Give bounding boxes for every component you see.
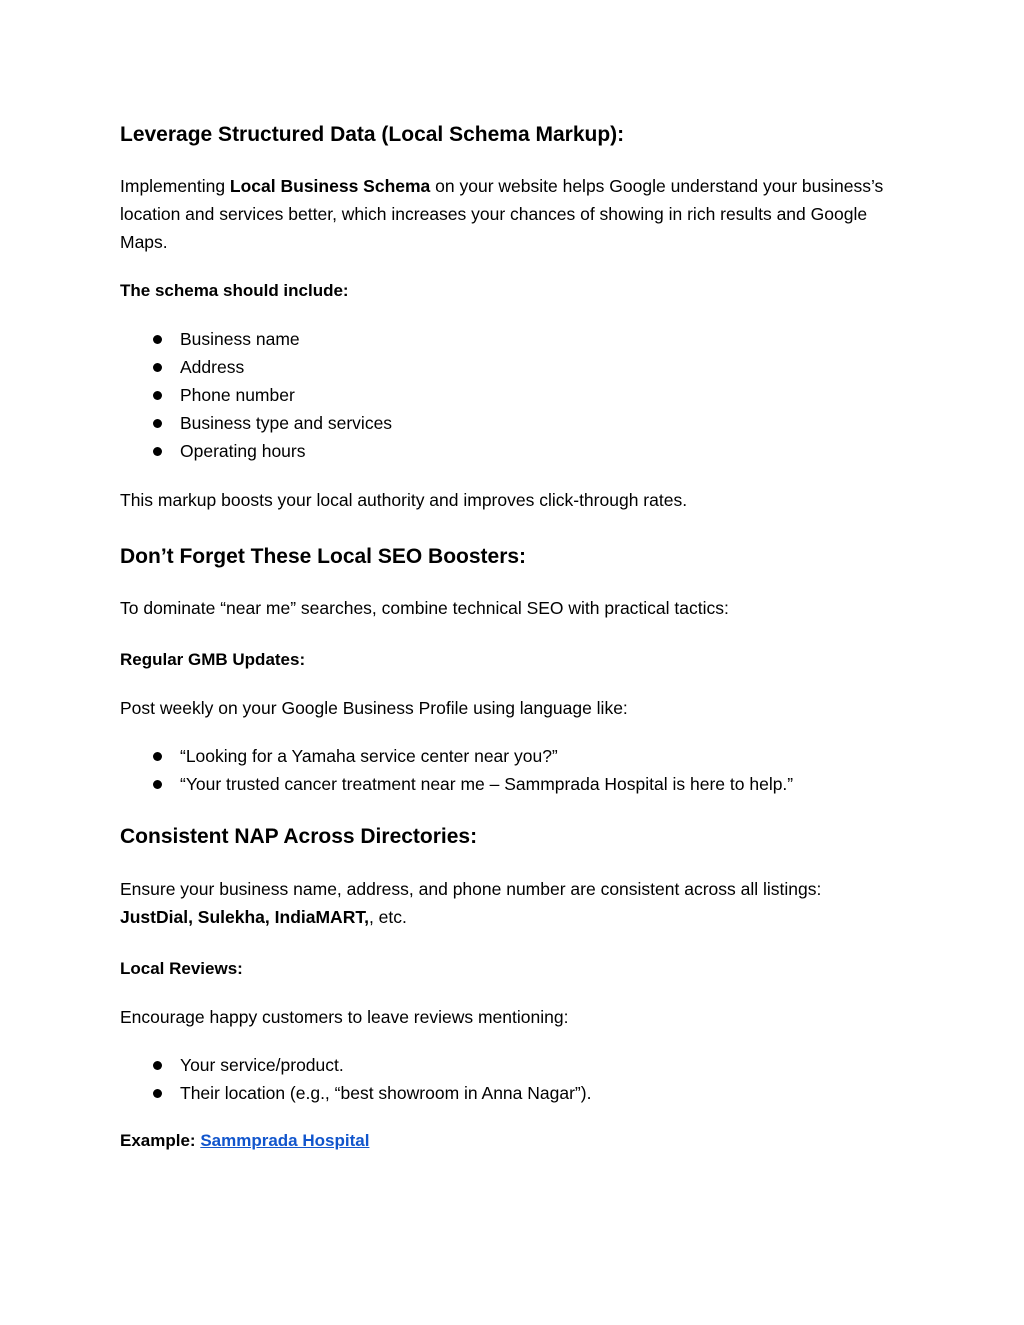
bullet-icon bbox=[153, 363, 162, 372]
boosters-intro-paragraph: To dominate “near me” searches, combine technical SEO with practical tactics: bbox=[120, 598, 729, 618]
section-heading-seo-boosters: Don’t Forget These Local SEO Boosters: bbox=[120, 545, 527, 568]
example-label: Example: bbox=[120, 1131, 201, 1150]
schema-closing-paragraph: This markup boosts your local authority and improves click-through rates. bbox=[120, 490, 688, 510]
section-heading-nap: Consistent NAP Across Directories: bbox=[120, 825, 478, 848]
example-link[interactable]: Sammprada Hospital bbox=[200, 1131, 370, 1150]
bullet-icon bbox=[153, 780, 162, 789]
list-item: “Your trusted cancer treatment near me – Sammprada Hospital is here to help.” bbox=[120, 770, 910, 798]
gmb-paragraph: Post weekly on your Google Business Profile using language like: bbox=[120, 698, 628, 718]
bullet-icon bbox=[153, 447, 162, 456]
reviews-list bbox=[120, 1051, 910, 1107]
reviews-subheading: Local Reviews: bbox=[120, 959, 243, 978]
schema-list bbox=[120, 325, 910, 465]
intro-bold-term: Local Business Schema bbox=[229, 176, 431, 196]
intro-text-tail: on your website helps Google understand your business’s location and services better, which increases your chances of showing in rich results and Google Maps. bbox=[120, 176, 884, 252]
section-heading-structured-data: Leverage Structured Data (Local Schema Markup): bbox=[120, 123, 625, 146]
bullet-icon bbox=[153, 1089, 162, 1098]
list-item: Business name bbox=[120, 325, 910, 353]
reviews-paragraph: Encourage happy customers to leave reviews mentioning: bbox=[120, 1007, 569, 1027]
bullet-icon bbox=[153, 752, 162, 761]
bullet-icon bbox=[153, 419, 162, 428]
schema-subheading: The schema should include: bbox=[120, 281, 349, 300]
schema-intro-paragraph bbox=[120, 172, 910, 256]
list-item: “Looking for a Yamaha service center near you?” bbox=[120, 742, 910, 770]
nap-text: Ensure your business name, address, and phone number are consistent across all listings: bbox=[120, 879, 822, 899]
bullet-icon bbox=[153, 391, 162, 400]
list-item: Address bbox=[120, 353, 910, 381]
list-item: Operating hours bbox=[120, 437, 910, 465]
gmb-examples-list bbox=[120, 742, 910, 798]
directories-tail: , etc. bbox=[368, 907, 407, 927]
list-item: Business type and services bbox=[120, 409, 910, 437]
example-line bbox=[120, 1129, 910, 1153]
list-item: Phone number bbox=[120, 381, 910, 409]
gmb-subheading: Regular GMB Updates: bbox=[120, 650, 306, 669]
nap-paragraph bbox=[120, 875, 910, 931]
intro-text: Implementing bbox=[120, 176, 230, 196]
list-item: Your service/product. bbox=[120, 1051, 910, 1079]
list-item: Their location (e.g., “best showroom in Anna Nagar”). bbox=[120, 1079, 910, 1107]
bullet-icon bbox=[153, 335, 162, 344]
directories-bold: JustDial, Sulekha, IndiaMART, bbox=[120, 907, 369, 927]
bullet-icon bbox=[153, 1061, 162, 1070]
